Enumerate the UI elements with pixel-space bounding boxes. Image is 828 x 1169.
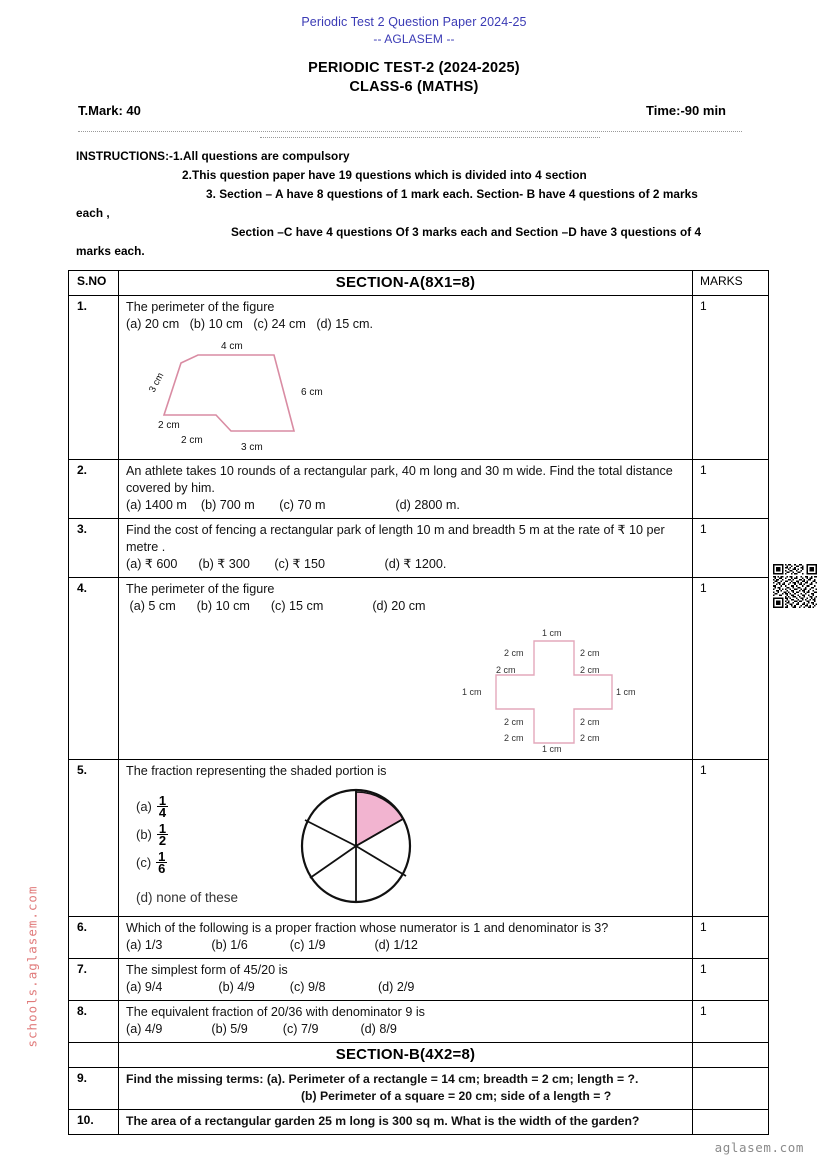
question-number: 2.	[69, 460, 119, 519]
question-text: The simplest form of 45/20 is	[126, 963, 288, 977]
question-cell	[119, 1110, 693, 1135]
question-text: An athlete takes 10 rounds of a rectangular park, 40 m long and 30 m wide. Find the total distance covered by him.	[126, 464, 673, 495]
section-b-row	[69, 1043, 769, 1068]
table-row	[69, 296, 769, 460]
instruction-line-2: 2.This question paper have 19 questions which is divided into 4 section	[182, 168, 587, 182]
question-marks: 1	[693, 760, 769, 917]
denominator: 4	[158, 804, 167, 820]
numerator: 1	[158, 792, 167, 808]
section-b-header: SECTION-B(4X2=8)	[119, 1043, 693, 1068]
svg-text:1 cm: 1 cm	[462, 687, 482, 697]
question-text: The equivalent fraction of 20/36 with denominator 9 is	[126, 1005, 425, 1019]
question-number: 7.	[69, 959, 119, 1001]
svg-text:3 cm: 3 cm	[146, 371, 167, 395]
numerator: 1	[158, 820, 167, 836]
option-none-of-these: (d) none of these	[136, 890, 239, 905]
option-label: (b)	[136, 826, 152, 842]
side-watermark: schools.aglasem.com	[24, 885, 40, 1048]
list-item	[136, 848, 168, 876]
question-text: The perimeter of the figure	[126, 300, 275, 314]
question-paper-table	[68, 270, 769, 1135]
svg-text:2 cm: 2 cm	[504, 648, 524, 658]
question-number: 8.	[69, 1001, 119, 1043]
question-cell	[119, 1068, 693, 1110]
site-line: Periodic Test 2 Question Paper 2024-25	[301, 15, 527, 29]
col-header-sno: S.NO	[69, 271, 119, 296]
question-cell	[119, 917, 693, 959]
table-row	[69, 917, 769, 959]
question-options: (a) 20 cm (b) 10 cm (c) 24 cm (d) 15 cm.	[126, 317, 374, 331]
question-text-part-b: (b) Perimeter of a square = 20 cm; side of a length = ?	[301, 1089, 612, 1103]
figure-pie	[126, 780, 687, 912]
table-row	[69, 578, 769, 760]
question-marks: 1	[693, 519, 769, 578]
pie-svg	[296, 784, 426, 910]
fraction	[157, 792, 168, 820]
question-marks: 1	[693, 460, 769, 519]
option-label: (c)	[136, 854, 152, 870]
qr-code-svg	[773, 564, 817, 608]
question-number: 3.	[69, 519, 119, 578]
svg-text:2 cm: 2 cm	[580, 648, 600, 658]
fraction-option-list	[136, 792, 168, 876]
svg-text:2 cm: 2 cm	[181, 435, 203, 446]
svg-text:2 cm: 2 cm	[504, 717, 524, 727]
question-number: 1.	[69, 296, 119, 460]
svg-text:1 cm: 1 cm	[542, 744, 562, 753]
instruction-line-4: each ,	[76, 206, 110, 220]
question-marks	[693, 1068, 769, 1110]
question-text: The fraction representing the shaded portion is	[126, 764, 387, 778]
instruction-line-6: marks each.	[76, 244, 145, 258]
denominator: 6	[158, 860, 166, 876]
cross-svg	[456, 619, 656, 753]
question-options: (a) 9/4 (b) 4/9 (c) 9/8 (d) 2/9	[126, 980, 415, 994]
polygon-svg	[126, 333, 386, 453]
denominator: 2	[158, 832, 167, 848]
question-marks: 1	[693, 296, 769, 460]
question-cell	[119, 578, 693, 760]
qr-code[interactable]	[769, 560, 819, 610]
section-b-sno-blank	[69, 1043, 119, 1068]
question-marks: 1	[693, 578, 769, 760]
numerator: 1	[158, 848, 166, 864]
table-row	[69, 1068, 769, 1110]
section-a-header: SECTION-A(8X1=8)	[119, 271, 693, 296]
svg-text:2 cm: 2 cm	[580, 665, 600, 675]
table-header-row	[69, 271, 769, 296]
question-cell	[119, 1001, 693, 1043]
total-marks: T.Mark: 40	[78, 103, 141, 118]
option-label: (a)	[136, 798, 152, 814]
question-number: 6.	[69, 917, 119, 959]
question-marks: 1	[693, 959, 769, 1001]
instruction-line-1: INSTRUCTIONS:-1.All questions are compulsory	[76, 149, 350, 163]
table-row	[69, 1110, 769, 1135]
svg-text:2 cm: 2 cm	[580, 733, 600, 743]
question-marks	[693, 1110, 769, 1135]
table-row	[69, 760, 769, 917]
question-text: The perimeter of the figure	[126, 582, 275, 596]
instruction-line-5: Section –C have 4 questions Of 3 marks each and Section –D have 3 questions of 4	[231, 225, 702, 239]
svg-text:2 cm: 2 cm	[496, 665, 516, 675]
col-header-marks: MARKS	[693, 271, 769, 296]
svg-text:1 cm: 1 cm	[616, 687, 636, 697]
site-tag: -- AGLASEM --	[373, 32, 455, 46]
question-marks: 1	[693, 917, 769, 959]
instructions-block	[0, 138, 828, 261]
question-text: The area of a rectangular garden 25 m long is 300 sq m. What is the width of the garden?	[126, 1114, 640, 1128]
question-number: 5.	[69, 760, 119, 917]
question-number: 10.	[69, 1110, 119, 1135]
svg-text:2 cm: 2 cm	[580, 717, 600, 727]
instruction-line-3: 3. Section – A have 8 questions of 1 mark each. Section- B have 4 questions of 2 marks	[206, 187, 698, 201]
question-marks: 1	[693, 1001, 769, 1043]
question-cell	[119, 519, 693, 578]
question-options: (a) 1400 m (b) 700 m (c) 70 m (d) 2800 m.	[126, 498, 460, 512]
table-row	[69, 460, 769, 519]
question-text: Find the missing terms: (a). Perimeter of a rectangle = 14 cm; breadth = 2 cm; length = ?.	[126, 1072, 639, 1086]
list-item	[136, 792, 168, 820]
question-text: Find the cost of fencing a rectangular park of length 10 m and breadth 5 m at the rate of ₹ 10 per metre .	[126, 523, 665, 554]
question-number: 4.	[69, 578, 119, 760]
svg-text:2 cm: 2 cm	[504, 733, 524, 743]
table-row	[69, 1001, 769, 1043]
marks-time-row	[0, 97, 828, 118]
fraction	[156, 848, 167, 876]
exam-title: PERIODIC TEST-2 (2024-2025)	[308, 60, 520, 76]
divider-dotted-1	[78, 131, 742, 132]
figure-polygon	[126, 333, 687, 455]
aglasem-header	[0, 0, 828, 48]
question-options: (a) ₹ 600 (b) ₹ 300 (c) ₹ 150 (d) ₹ 1200.	[126, 557, 447, 571]
question-number: 9.	[69, 1068, 119, 1110]
question-cell	[119, 460, 693, 519]
question-options: (a) 1/3 (b) 1/6 (c) 1/9 (d) 1/12	[126, 938, 418, 952]
svg-text:4 cm: 4 cm	[221, 341, 243, 352]
list-item	[136, 820, 168, 848]
svg-text:3 cm: 3 cm	[241, 442, 263, 453]
svg-text:2 cm: 2 cm	[158, 420, 180, 431]
exam-title-block	[0, 59, 828, 97]
fraction	[157, 820, 168, 848]
class-line: CLASS-6 (MATHS)	[349, 79, 479, 95]
bottom-watermark: aglasem.com	[714, 1140, 804, 1155]
question-options: (a) 5 cm (b) 10 cm (c) 15 cm (d) 20 cm	[126, 599, 426, 613]
figure-cross	[126, 615, 687, 755]
question-text: Which of the following is a proper fraction whose numerator is 1 and denominator is 3?	[126, 921, 609, 935]
table-row	[69, 519, 769, 578]
svg-text:6 cm: 6 cm	[301, 387, 323, 398]
question-cell	[119, 959, 693, 1001]
svg-text:1 cm: 1 cm	[542, 628, 562, 638]
section-b-marks-blank	[693, 1043, 769, 1068]
question-options: (a) 4/9 (b) 5/9 (c) 7/9 (d) 8/9	[126, 1022, 397, 1036]
question-cell	[119, 296, 693, 460]
question-cell	[119, 760, 693, 917]
table-row	[69, 959, 769, 1001]
exam-time: Time:-90 min	[646, 103, 726, 118]
